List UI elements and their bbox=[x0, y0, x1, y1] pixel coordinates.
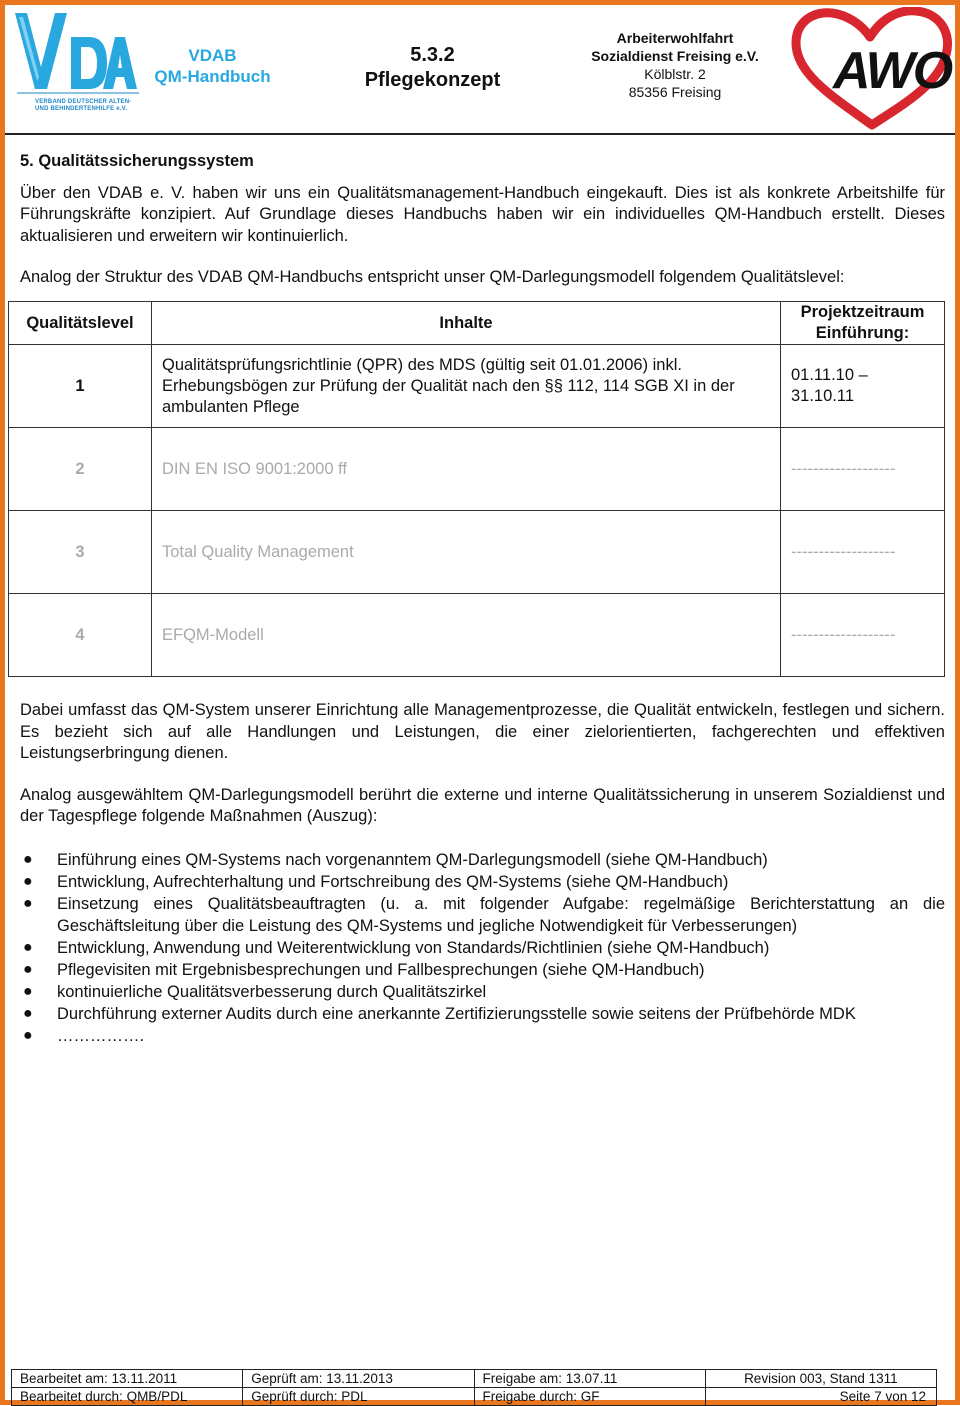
footer-row-dates bbox=[12, 1370, 937, 1388]
list-item-text: Einsetzung eines Qualitätsbeauftragten (u. a. mit folgender Aufgabe: regelmäßige Berichterstattung an die Geschäftsleitung über die Leistung des QM-Systems und jegliche Notwendigkeit für Verbesserungen) bbox=[57, 894, 945, 935]
document-id bbox=[345, 43, 520, 93]
list-item bbox=[20, 937, 945, 959]
col-header-content: Inhalte bbox=[152, 302, 781, 345]
list-item-text: Pflegevisiten mit Ergebnisbesprechungen und Fallbesprechungen (siehe QM-Handbuch) bbox=[57, 960, 705, 979]
bullet-icon: ● bbox=[23, 960, 33, 978]
list-item-text: ……………. bbox=[57, 1026, 145, 1045]
section-body bbox=[20, 145, 945, 289]
table-row bbox=[9, 345, 945, 428]
bullet-icon: ● bbox=[23, 850, 33, 868]
list-item bbox=[20, 981, 945, 1003]
list-item-text: Durchführung externer Audits durch eine anerkannte Zertifizierungsstelle sowie seitens der Prüfbehörde MDK bbox=[57, 1004, 856, 1023]
list-item-text: Einführung eines QM-Systems nach vorgenanntem QM-Darlegungsmodell (siehe QM-Handbuch) bbox=[57, 850, 768, 869]
cell-level: 2 bbox=[9, 428, 152, 511]
footer-edited-date: Bearbeitet am: 13.11.2011 bbox=[12, 1370, 243, 1388]
list-item bbox=[20, 849, 945, 871]
cell-period: ------------------- bbox=[781, 428, 945, 511]
cell-content: Total Quality Management bbox=[152, 511, 781, 594]
footer-checked-date: Geprüft am: 13.11.2013 bbox=[243, 1370, 474, 1388]
list-item bbox=[20, 1003, 945, 1025]
table-header-row bbox=[9, 302, 945, 345]
list-item-text: Entwicklung, Anwendung und Weiterentwicklung von Standards/Richtlinien (siehe QM-Handbuch) bbox=[57, 938, 770, 957]
paragraph-intro: Über den VDAB e. V. haben wir uns ein Qualitätsmanagement-Handbuch eingekauft. Dies ist als konkrete Arbeitshilfe für Führungskräfte konzipiert. Auf Grundlage dieses Handbuchs haben wir ein individuelles QM-Handbuch erstellt. Dieses aktualisieren und erweitern wir kontinuierlich. bbox=[20, 183, 945, 245]
list-item-text: kontinuierliche Qualitätsverbesserung durch Qualitätszirkel bbox=[57, 982, 487, 1001]
section-title: 5. Qualitätssicherungssystem bbox=[20, 152, 254, 170]
vdab-title-line2: QM-Handbuch bbox=[154, 67, 271, 86]
document-footer bbox=[11, 1369, 937, 1406]
list-item bbox=[20, 871, 945, 893]
document-header bbox=[5, 5, 955, 135]
cell-period: ------------------- bbox=[781, 594, 945, 677]
list-item bbox=[20, 959, 945, 981]
cell-content: EFQM-Modell bbox=[152, 594, 781, 677]
bullet-icon: ● bbox=[23, 872, 33, 890]
cell-level: 4 bbox=[9, 594, 152, 677]
org-street: Kölblstr. 2 bbox=[644, 66, 706, 82]
footer-row-persons bbox=[12, 1388, 937, 1406]
list-item bbox=[20, 893, 945, 937]
bullet-icon: ● bbox=[23, 1004, 33, 1022]
measures-list bbox=[20, 849, 945, 1047]
org-name-line2: Sozialdienst Freising e.V. bbox=[591, 48, 759, 64]
list-item-text: Entwicklung, Aufrechterhaltung und Fortschreibung des QM-Systems (siehe QM-Handbuch) bbox=[57, 872, 729, 891]
paragraph-scope: Dabei umfasst das QM-System unserer Einrichtung alle Managementprozesse, die Qualität entwickeln, festlegen und sichern. Es bezieht sich auf alle Handlungen und Leistungen, die einer zielorientierten, fachgerechten und effektiven Leistungserbringung dienen. bbox=[20, 701, 945, 762]
paragraph-measures-intro: Analog ausgewähltem QM-Darlegungsmodell berührt die externe und interne Qualitätssicherung in unserem Sozialdienst und der Tagespflege folgende Maßnahmen (Auszug): bbox=[20, 785, 945, 825]
cell-period: 01.11.10 – 31.10.11 bbox=[781, 345, 945, 428]
org-name-line1: Arbeiterwohlfahrt bbox=[616, 30, 734, 46]
footer-released-by: Freigabe durch: GF bbox=[474, 1388, 705, 1406]
org-city: 85356 Freising bbox=[628, 84, 722, 100]
bullet-icon: ● bbox=[23, 938, 33, 956]
document-number: 5.3.2 bbox=[410, 44, 455, 66]
vdab-title-line1: VDAB bbox=[188, 46, 237, 65]
footer-edited-by: Bearbeitet durch: QMB/PDL bbox=[12, 1388, 243, 1406]
col-header-period: Projektzeitraum Einführung: bbox=[781, 302, 945, 345]
bullet-icon: ● bbox=[23, 894, 33, 912]
table-row bbox=[9, 594, 945, 677]
vdab-logo-subtitle: VERBAND DEUTSCHER ALTEN- UND BEHINDERTENHILFE e.V. bbox=[35, 99, 132, 112]
footer-page-number: Seite 7 von 12 bbox=[705, 1388, 936, 1406]
footer-release-date: Freigabe am: 13.07.11 bbox=[474, 1370, 705, 1388]
document-title: Pflegekonzept bbox=[364, 69, 501, 91]
bullet-icon: ● bbox=[23, 982, 33, 1000]
cell-content: Qualitätsprüfungsrichtlinie (QPR) des MDS (gültig seit 01.01.2006) inkl. Erhebungsbögen zur Prüfung der Qualität nach den §§ 112, 114 SGB XI in der ambulanten Pflege bbox=[152, 345, 781, 428]
cell-period: ------------------- bbox=[781, 511, 945, 594]
table-row bbox=[9, 428, 945, 511]
footer-checked-by: Geprüft durch: PDL bbox=[243, 1388, 474, 1406]
cell-level: 1 bbox=[9, 345, 152, 428]
paragraph-structure: Analog der Struktur des VDAB QM-Handbuchs entspricht unser QM-Darlegungsmodell folgendem Qualitätslevel: bbox=[20, 268, 845, 286]
list-item bbox=[20, 1025, 945, 1047]
cell-level: 3 bbox=[9, 511, 152, 594]
vdab-handbook-title bbox=[150, 45, 275, 87]
table-row bbox=[9, 511, 945, 594]
section-continuation bbox=[20, 700, 945, 1047]
cell-content: DIN EN ISO 9001:2000 ff bbox=[152, 428, 781, 511]
bullet-icon: ● bbox=[23, 1026, 33, 1044]
quality-level-table bbox=[8, 301, 945, 677]
footer-revision: Revision 003, Stand 1311 bbox=[705, 1370, 936, 1388]
organization-address bbox=[565, 29, 785, 101]
col-header-level: Qualitätslevel bbox=[9, 302, 152, 345]
awo-logo-text: AWO bbox=[833, 42, 952, 100]
